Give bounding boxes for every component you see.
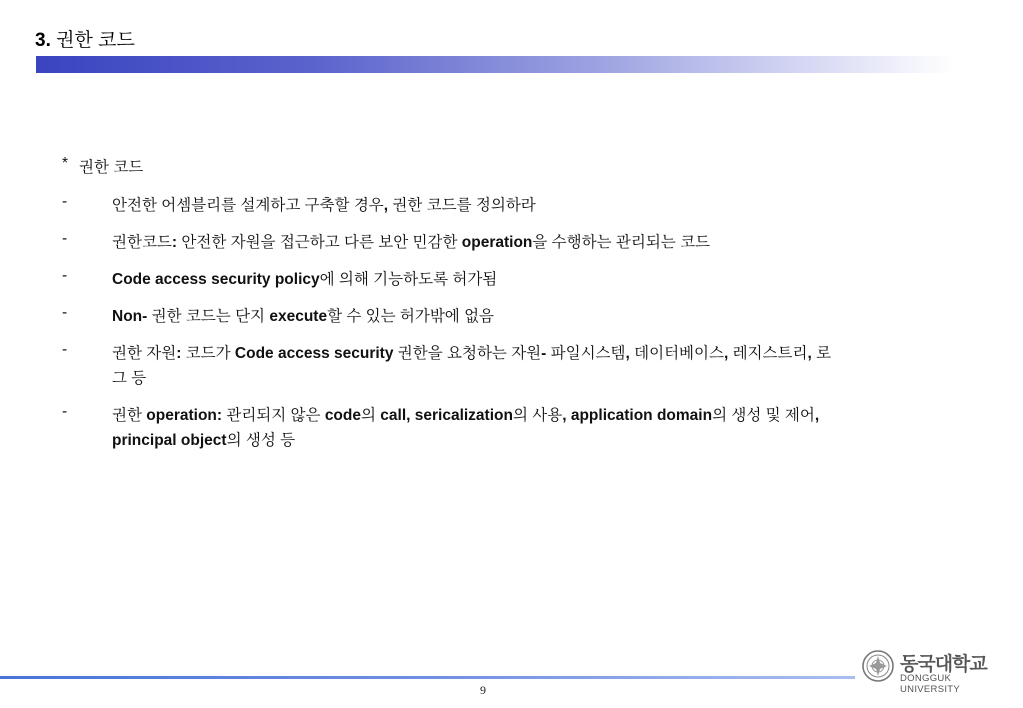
list-item xyxy=(62,341,842,391)
bullet-marker: - xyxy=(62,230,68,247)
university-name-english: DONGGUK UNIVERSITY xyxy=(900,673,961,695)
text-segment: 권한코드 xyxy=(112,234,172,251)
text-segment: 관리되지 않은 xyxy=(222,407,325,424)
text-segment: 권한 자원 xyxy=(112,345,177,362)
text-segment: 의 생성 및 제어 xyxy=(712,407,815,424)
slide-title-text: 권한 코드 xyxy=(56,30,135,51)
text-segment: 데이터베이스 xyxy=(629,345,724,362)
bold-segment: : xyxy=(171,234,178,251)
text-segment: 할 수 있는 허가밖에 없음 xyxy=(327,308,495,325)
list-item-text xyxy=(112,341,842,391)
text-segment: 안전한 자원을 접근하고 다른 보안 민감한 xyxy=(177,234,462,251)
list-item xyxy=(62,267,842,292)
university-seal-icon xyxy=(862,650,894,682)
bold-segment: , xyxy=(814,407,820,424)
slide-title-number: 3. xyxy=(35,30,51,51)
list-item xyxy=(62,193,842,218)
bold-segment: , xyxy=(723,345,729,362)
list-item-text xyxy=(112,193,842,218)
heading-text: 권한 코드 xyxy=(79,159,144,176)
bullet-marker: - xyxy=(62,341,68,358)
list-item-text xyxy=(112,230,842,255)
text-segment: 권한 코드는 단지 xyxy=(147,308,270,325)
bold-segment: Code access security xyxy=(234,345,394,362)
page-number: 9 xyxy=(480,683,486,697)
slide-title xyxy=(35,28,135,54)
bullet-marker: - xyxy=(62,403,68,420)
bold-segment: principal object xyxy=(112,432,227,449)
text-segment: 코드가 xyxy=(181,345,235,362)
bold-segment: call, sericalization xyxy=(380,407,513,424)
text-segment: 의 사용 xyxy=(512,407,563,424)
bold-segment: - xyxy=(541,345,547,362)
text-segment: 권한 코드를 정의하라 xyxy=(388,197,536,214)
bold-segment: application domain xyxy=(570,407,713,424)
bullet-list xyxy=(62,193,842,453)
bold-segment: , xyxy=(625,345,630,362)
slide-body xyxy=(62,155,842,465)
title-gradient-bar xyxy=(36,56,954,73)
bold-segment: execute xyxy=(269,308,328,325)
bullet-marker: - xyxy=(62,267,68,284)
list-item-text xyxy=(112,267,842,292)
text-segment: 안전한 어셈블리를 설계하고 구축할 경우 xyxy=(112,197,384,214)
bold-segment: : xyxy=(176,345,182,362)
text-segment: 파일시스템 xyxy=(546,345,626,362)
university-logo xyxy=(862,650,1002,695)
bold-segment: Non- xyxy=(112,308,148,325)
bullet-marker: * xyxy=(62,155,69,172)
bold-segment: , xyxy=(383,197,389,214)
bold-segment: operation: xyxy=(146,407,223,424)
heading-row xyxy=(62,155,842,180)
text-segment: 로그 등 xyxy=(112,345,832,387)
text-segment: 레지스트리 xyxy=(728,345,808,362)
bullet-marker: - xyxy=(62,304,68,321)
text-segment: 에 의해 기능하도록 허가됨 xyxy=(319,271,498,288)
bold-segment: , xyxy=(807,345,812,362)
text-segment: 권한 xyxy=(112,407,147,424)
list-item-text xyxy=(112,304,842,329)
list-item xyxy=(62,403,842,453)
bold-segment: , xyxy=(562,407,567,424)
list-item xyxy=(62,230,842,255)
text-segment: 의 xyxy=(361,407,381,424)
text-segment: 을 수행하는 관리되는 코드 xyxy=(532,234,711,251)
text-segment: 권한을 요청하는 자원 xyxy=(393,345,542,362)
bold-segment: code xyxy=(324,407,361,424)
list-item-text xyxy=(112,403,842,453)
list-item xyxy=(62,304,842,329)
footer-line xyxy=(0,676,855,679)
bullet-marker: - xyxy=(62,193,68,210)
text-segment: 의 생성 등 xyxy=(226,432,296,449)
university-name-korean: 동국대학교 xyxy=(900,653,987,675)
bold-segment: operation xyxy=(461,234,533,251)
bold-segment: Code access security policy xyxy=(112,271,320,288)
